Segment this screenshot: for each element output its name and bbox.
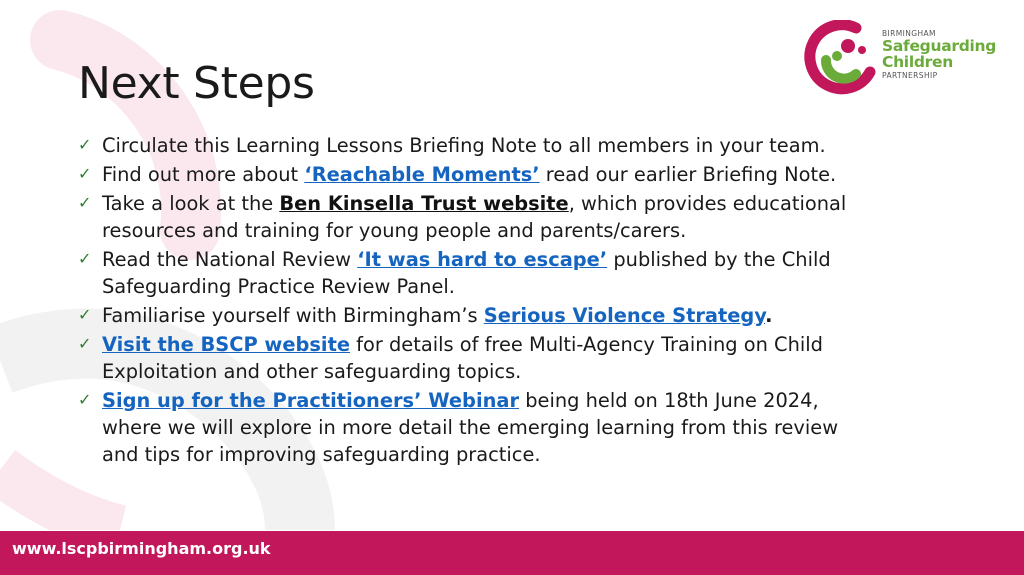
checkmark-icon: ✓	[78, 390, 92, 409]
bscp-website-link[interactable]: Visit the BSCP website	[102, 333, 350, 356]
footer-url: www.lscpbirmingham.org.uk	[12, 539, 271, 558]
item-text: read our earlier Briefing Note.	[539, 163, 837, 186]
list-item	[78, 302, 878, 329]
item-text: Find out more about	[102, 163, 305, 186]
list-item	[78, 246, 878, 300]
checkmark-icon: ✓	[78, 193, 92, 212]
logo-children: Children	[882, 52, 953, 71]
item-text: .	[765, 304, 773, 327]
item-text: Circulate this Learning Lessons Briefing Note to all members in your team.	[102, 134, 826, 157]
checkmark-icon: ✓	[78, 249, 92, 268]
list-item	[78, 132, 878, 159]
reachable-moments-link[interactable]: ‘Reachable Moments’	[304, 163, 540, 186]
item-text: published by the Child Safeguarding Practice Review Panel.	[102, 248, 831, 298]
webinar-signup-link[interactable]: Sign up for the Practitioners’ Webinar	[102, 389, 520, 412]
item-text: being held on 18th June 2024, where we will explore in more detail the emerging learning from this review and tips for improving safeguarding practice.	[102, 389, 839, 466]
checkmark-icon: ✓	[78, 135, 92, 154]
list-item	[78, 387, 878, 468]
ben-kinsella-trust-link[interactable]: Ben Kinsella Trust website	[279, 192, 569, 215]
item-text: , which provides educational resources and training for young people and parents/carers.	[102, 192, 847, 242]
footer-bar	[0, 531, 1024, 575]
next-steps-list	[78, 132, 878, 470]
page-title: Next Steps	[78, 58, 315, 109]
logo-partnership: PARTNERSHIP	[882, 70, 938, 80]
partnership-logo	[804, 20, 997, 100]
list-item	[78, 190, 878, 244]
logo-safeguarding: Safeguarding	[882, 36, 997, 55]
list-item	[78, 331, 878, 385]
logo-birmingham: BIRMINGHAM	[882, 29, 936, 38]
serious-violence-strategy-link[interactable]: Serious Violence Strategy	[483, 304, 766, 327]
checkmark-icon: ✓	[78, 305, 92, 324]
item-text: Read the National Review	[102, 248, 358, 271]
list-item	[78, 161, 878, 188]
checkmark-icon: ✓	[78, 164, 92, 183]
logo-mark-icon	[804, 20, 880, 96]
checkmark-icon: ✓	[78, 334, 92, 353]
hard-to-escape-link[interactable]: ‘It was hard to escape’	[357, 248, 608, 271]
item-text: for details of free Multi-Agency Training on Child Exploitation and other safeguarding topics.	[102, 333, 823, 383]
item-text: Take a look at the	[102, 192, 280, 215]
item-text: Familiarise yourself with Birmingham’s	[102, 304, 484, 327]
